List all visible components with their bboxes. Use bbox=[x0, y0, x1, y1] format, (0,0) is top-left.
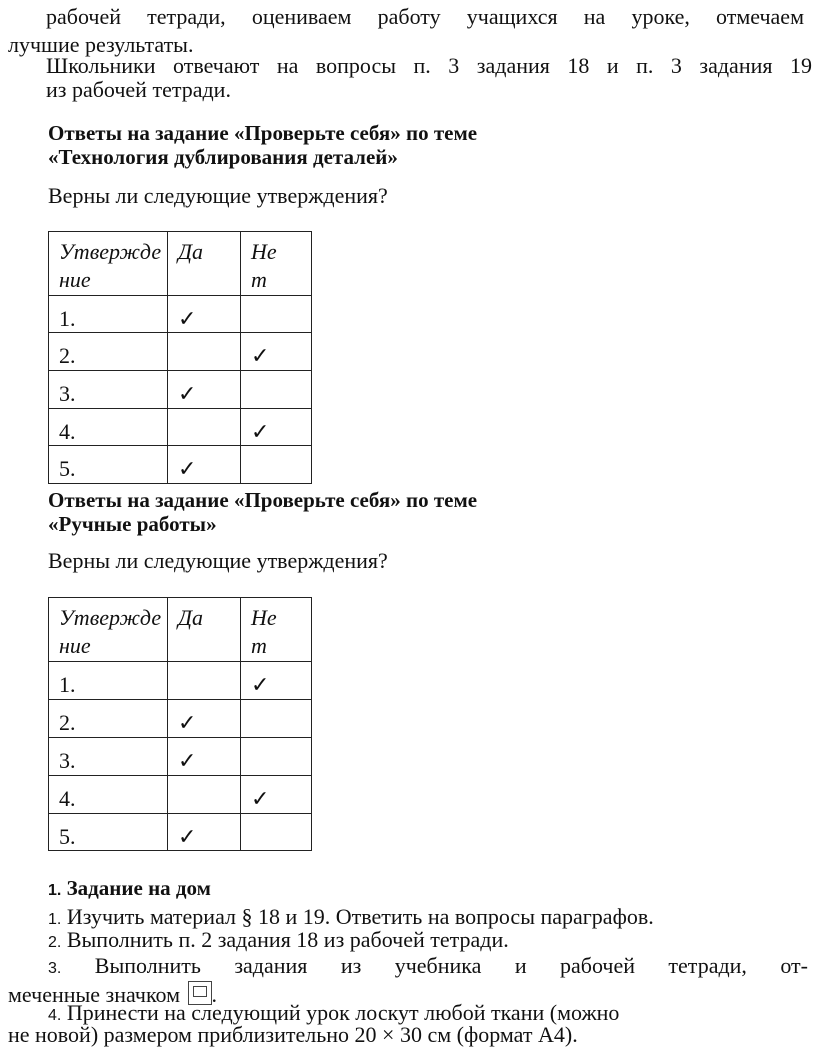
homework-item-2: 2. Выполнить п. 2 задания 18 из рабочей тетради. bbox=[48, 927, 509, 952]
yes-cell bbox=[168, 333, 241, 371]
row-number: 1. bbox=[49, 662, 168, 700]
row-number: 2. bbox=[49, 333, 168, 371]
no-cell bbox=[241, 662, 312, 700]
column-no-header: Не т bbox=[241, 598, 312, 662]
table-row bbox=[49, 296, 312, 333]
yes-cell bbox=[168, 814, 241, 851]
yes-cell bbox=[168, 662, 241, 700]
section1-answers-table bbox=[48, 231, 312, 484]
checkmark-icon: ✓ bbox=[178, 748, 197, 773]
intro-line-1: рабочей тетради, оцениваем работу учащихся на уроке, отмечаем bbox=[46, 4, 804, 29]
table-row bbox=[49, 662, 312, 700]
no-cell bbox=[241, 333, 312, 371]
checkmark-icon: ✓ bbox=[251, 419, 270, 444]
column-yes-header: Да bbox=[168, 598, 241, 662]
no-cell bbox=[241, 296, 312, 333]
no-cell bbox=[241, 371, 312, 409]
column-statement-header: Утвержде ние bbox=[49, 598, 168, 662]
checkmark-icon: ✓ bbox=[251, 343, 270, 368]
row-number: 5. bbox=[49, 446, 168, 484]
table-row bbox=[49, 333, 312, 371]
yes-cell bbox=[168, 446, 241, 484]
checkmark-icon: ✓ bbox=[178, 381, 197, 406]
no-cell bbox=[241, 814, 312, 851]
checkmark-icon: ✓ bbox=[251, 786, 270, 811]
intro-line-3: Школьники отвечают на вопросы п. 3 задания 18 и п. 3 задания 19 bbox=[46, 53, 812, 78]
section2-answers-table bbox=[48, 597, 312, 851]
homework-number: 1. bbox=[48, 882, 62, 899]
table-row bbox=[49, 371, 312, 409]
section2-heading-line-1: Ответы на задание «Проверьте себя» по теме bbox=[48, 488, 478, 512]
yes-cell bbox=[168, 738, 241, 776]
row-number: 4. bbox=[49, 776, 168, 814]
section1-heading-line-2: «Технология дублирования деталей» bbox=[48, 145, 398, 169]
column-statement-header: Утвержде ние bbox=[49, 232, 168, 296]
yes-cell bbox=[168, 776, 241, 814]
checkmark-icon: ✓ bbox=[178, 306, 197, 331]
intro-line-4: из рабочей тетради. bbox=[46, 77, 231, 102]
section2-question: Верны ли следующие утверждения? bbox=[48, 548, 388, 573]
table-row bbox=[49, 700, 312, 738]
column-no-header: Не т bbox=[241, 232, 312, 296]
intro-line-2: лучшие результаты. bbox=[8, 32, 194, 57]
row-number: 2. bbox=[49, 700, 168, 738]
checkmark-icon: ✓ bbox=[178, 824, 197, 849]
table-row bbox=[49, 776, 312, 814]
homework-item-3: 3. Выполнить задания из учебника и рабочей тетради, от- bbox=[48, 953, 808, 978]
homework-title: Задание на дом bbox=[66, 876, 211, 900]
yes-cell bbox=[168, 409, 241, 446]
section1-heading-line-1: Ответы на задание «Проверьте себя» по теме bbox=[48, 121, 478, 145]
table-row bbox=[49, 738, 312, 776]
homework-item-4-cont: не новой) размером приблизительно 20 × 30 см (формат А4). bbox=[8, 1022, 578, 1047]
table-header-row bbox=[49, 598, 312, 662]
table-row bbox=[49, 446, 312, 484]
yes-cell bbox=[168, 371, 241, 409]
yes-cell bbox=[168, 700, 241, 738]
section2-heading-line-2: «Ручные работы» bbox=[48, 512, 217, 536]
row-number: 4. bbox=[49, 409, 168, 446]
yes-cell bbox=[168, 296, 241, 333]
homework-item-4: 4. Принести на следующий урок лоскут любой ткани (можно bbox=[48, 1000, 620, 1025]
table-row bbox=[49, 409, 312, 446]
row-number: 5. bbox=[49, 814, 168, 851]
row-number: 3. bbox=[49, 371, 168, 409]
table-header-row bbox=[49, 232, 312, 296]
no-cell bbox=[241, 700, 312, 738]
no-cell bbox=[241, 738, 312, 776]
homework-item-3-cont: меченные значком . bbox=[8, 982, 218, 1007]
row-number: 1. bbox=[49, 296, 168, 333]
no-cell bbox=[241, 409, 312, 446]
checkmark-icon: ✓ bbox=[178, 456, 197, 481]
column-yes-header: Да bbox=[168, 232, 241, 296]
table-row bbox=[49, 814, 312, 851]
homework-item-1: 1. Изучить материал § 18 и 19. Ответить на вопросы параграфов. bbox=[48, 904, 654, 929]
checkmark-icon: ✓ bbox=[251, 672, 270, 697]
checkmark-icon: ✓ bbox=[178, 710, 197, 735]
no-cell bbox=[241, 776, 312, 814]
section1-question: Верны ли следующие утверждения? bbox=[48, 183, 388, 208]
homework-heading bbox=[48, 876, 211, 903]
no-cell bbox=[241, 446, 312, 484]
row-number: 3. bbox=[49, 738, 168, 776]
